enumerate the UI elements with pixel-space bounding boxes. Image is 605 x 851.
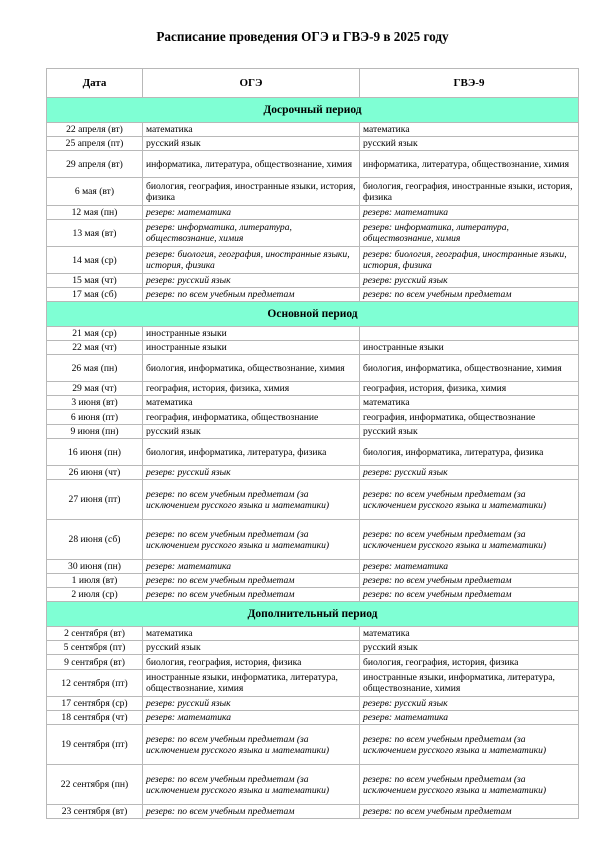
date-cell: 27 июня (пт) [47, 480, 143, 520]
table-row [47, 560, 579, 574]
date-cell: 2 июля (ср) [47, 588, 143, 602]
table-row [47, 341, 579, 355]
gve-cell: география, информатика, обществознание [360, 410, 579, 425]
date-cell: 6 мая (вт) [47, 178, 143, 206]
table-row [47, 697, 579, 711]
table-row [47, 466, 579, 480]
oge-cell: математика [143, 627, 360, 641]
gve-cell: резерв: информатика, литература, обществознание, химия [360, 220, 579, 247]
gve-cell [360, 327, 579, 341]
date-cell: 19 сентября (пт) [47, 725, 143, 765]
gve-cell: резерв: по всем учебным предметам [360, 805, 579, 819]
oge-cell: русский язык [143, 425, 360, 439]
table-row [47, 382, 579, 396]
table-row [47, 396, 579, 410]
date-cell: 12 сентября (пт) [47, 670, 143, 697]
table-row [47, 711, 579, 725]
table-row [47, 520, 579, 560]
gve-cell: математика [360, 396, 579, 410]
date-cell: 3 июня (вт) [47, 396, 143, 410]
oge-cell: иностранные языки [143, 341, 360, 355]
date-cell: 21 мая (ср) [47, 327, 143, 341]
gve-cell: резерв: биология, география, иностранные языки, история, физика [360, 247, 579, 274]
gve-cell: русский язык [360, 641, 579, 655]
oge-cell: биология, информатика, обществознание, химия [143, 355, 360, 382]
date-cell: 29 мая (чт) [47, 382, 143, 396]
oge-cell: резерв: информатика, литература, обществознание, химия [143, 220, 360, 247]
table-row [47, 725, 579, 765]
gve-cell: резерв: русский язык [360, 466, 579, 480]
oge-cell: география, история, физика, химия [143, 382, 360, 396]
date-cell: 22 мая (чт) [47, 341, 143, 355]
gve-cell: резерв: русский язык [360, 697, 579, 711]
date-cell: 23 сентября (вт) [47, 805, 143, 819]
period-title: Дополнительный период [47, 602, 579, 627]
table-row [47, 641, 579, 655]
oge-cell: резерв: русский язык [143, 274, 360, 288]
table-row [47, 439, 579, 466]
date-cell: 26 мая (пн) [47, 355, 143, 382]
gve-cell: резерв: русский язык [360, 274, 579, 288]
date-cell: 12 мая (пн) [47, 206, 143, 220]
table-row [47, 274, 579, 288]
gve-cell: резерв: по всем учебным предметам (за исключением русского языка и математики) [360, 765, 579, 805]
oge-cell: русский язык [143, 641, 360, 655]
date-cell: 17 сентября (ср) [47, 697, 143, 711]
gve-cell: резерв: по всем учебным предметам [360, 588, 579, 602]
oge-cell: иностранные языки, информатика, литература, обществознание, химия [143, 670, 360, 697]
schedule-table [46, 68, 579, 819]
period-row [47, 98, 579, 123]
page-title: Расписание проведения ОГЭ и ГВЭ-9 в 2025 году [156, 29, 449, 44]
oge-cell: резерв: по всем учебным предметам [143, 574, 360, 588]
date-cell: 9 сентября (вт) [47, 655, 143, 670]
date-cell: 22 сентября (пн) [47, 765, 143, 805]
gve-cell: резерв: математика [360, 206, 579, 220]
table-row [47, 805, 579, 819]
table-row [47, 425, 579, 439]
date-cell: 22 апреля (вт) [47, 123, 143, 137]
gve-cell: русский язык [360, 425, 579, 439]
oge-cell: география, информатика, обществознание [143, 410, 360, 425]
gve-cell: резерв: по всем учебным предметам [360, 574, 579, 588]
gve-cell: русский язык [360, 137, 579, 151]
date-cell: 2 сентября (вт) [47, 627, 143, 641]
table-row [47, 206, 579, 220]
table-row [47, 588, 579, 602]
table-row [47, 355, 579, 382]
gve-cell: биология, информатика, обществознание, химия [360, 355, 579, 382]
oge-cell: резерв: по всем учебным предметам [143, 288, 360, 302]
oge-cell: математика [143, 123, 360, 137]
date-cell: 26 июня (чт) [47, 466, 143, 480]
table-row [47, 574, 579, 588]
gve-cell: резерв: по всем учебным предметам (за исключением русского языка и математики) [360, 520, 579, 560]
gve-cell: биология, география, история, физика [360, 655, 579, 670]
oge-cell: информатика, литература, обществознание, химия [143, 151, 360, 178]
oge-cell: биология, география, иностранные языки, история, физика [143, 178, 360, 206]
oge-cell: биология, информатика, литература, физика [143, 439, 360, 466]
gve-cell: биология, география, иностранные языки, история, физика [360, 178, 579, 206]
oge-cell: резерв: по всем учебным предметам [143, 588, 360, 602]
oge-cell: резерв: математика [143, 560, 360, 574]
oge-cell: резерв: по всем учебным предметам (за исключением русского языка и математики) [143, 765, 360, 805]
header-date: Дата [47, 69, 143, 98]
table-row [47, 123, 579, 137]
date-cell: 9 июня (пн) [47, 425, 143, 439]
date-cell: 16 июня (пн) [47, 439, 143, 466]
oge-cell: резерв: по всем учебным предметам (за исключением русского языка и математики) [143, 480, 360, 520]
oge-cell: резерв: русский язык [143, 466, 360, 480]
oge-cell: биология, география, история, физика [143, 655, 360, 670]
oge-cell: математика [143, 396, 360, 410]
date-cell: 17 мая (сб) [47, 288, 143, 302]
date-cell: 13 мая (вт) [47, 220, 143, 247]
oge-cell: резерв: по всем учебным предметам (за исключением русского языка и математики) [143, 520, 360, 560]
oge-cell: иностранные языки [143, 327, 360, 341]
table-row [47, 178, 579, 206]
oge-cell: резерв: по всем учебным предметам [143, 805, 360, 819]
table-row [47, 327, 579, 341]
gve-cell: информатика, литература, обществознание, химия [360, 151, 579, 178]
table-row [47, 765, 579, 805]
table-row [47, 151, 579, 178]
table-row [47, 220, 579, 247]
oge-cell: резерв: математика [143, 711, 360, 725]
gve-cell: иностранные языки, информатика, литература, обществознание, химия [360, 670, 579, 697]
period-title: Досрочный период [47, 98, 579, 123]
table-body [47, 98, 579, 819]
period-title: Основной период [47, 302, 579, 327]
date-cell: 25 апреля (пт) [47, 137, 143, 151]
date-cell: 14 мая (ср) [47, 247, 143, 274]
gve-cell: математика [360, 123, 579, 137]
table-row [47, 288, 579, 302]
date-cell: 18 сентября (чт) [47, 711, 143, 725]
table-header-row [47, 69, 579, 98]
gve-cell: резерв: математика [360, 711, 579, 725]
date-cell: 28 июня (сб) [47, 520, 143, 560]
gve-cell: иностранные языки [360, 341, 579, 355]
date-cell: 15 мая (чт) [47, 274, 143, 288]
gve-cell: резерв: по всем учебным предметам (за исключением русского языка и математики) [360, 480, 579, 520]
date-cell: 6 июня (пт) [47, 410, 143, 425]
table-row [47, 410, 579, 425]
table-row [47, 655, 579, 670]
table-row [47, 627, 579, 641]
header-oge: ОГЭ [143, 69, 360, 98]
gve-cell: резерв: по всем учебным предметам (за исключением русского языка и математики) [360, 725, 579, 765]
oge-cell: резерв: математика [143, 206, 360, 220]
date-cell: 1 июля (вт) [47, 574, 143, 588]
gve-cell: математика [360, 627, 579, 641]
table-row [47, 670, 579, 697]
period-row [47, 602, 579, 627]
date-cell: 29 апреля (вт) [47, 151, 143, 178]
gve-cell: резерв: математика [360, 560, 579, 574]
oge-cell: русский язык [143, 137, 360, 151]
table-row [47, 137, 579, 151]
gve-cell: резерв: по всем учебным предметам [360, 288, 579, 302]
oge-cell: резерв: биология, география, иностранные языки, история, физика [143, 247, 360, 274]
period-row [47, 302, 579, 327]
header-gve: ГВЭ-9 [360, 69, 579, 98]
gve-cell: биология, информатика, литература, физика [360, 439, 579, 466]
gve-cell: география, история, физика, химия [360, 382, 579, 396]
table-row [47, 480, 579, 520]
table-row [47, 247, 579, 274]
date-cell: 5 сентября (пт) [47, 641, 143, 655]
oge-cell: резерв: русский язык [143, 697, 360, 711]
oge-cell: резерв: по всем учебным предметам (за исключением русского языка и математики) [143, 725, 360, 765]
date-cell: 30 июня (пн) [47, 560, 143, 574]
